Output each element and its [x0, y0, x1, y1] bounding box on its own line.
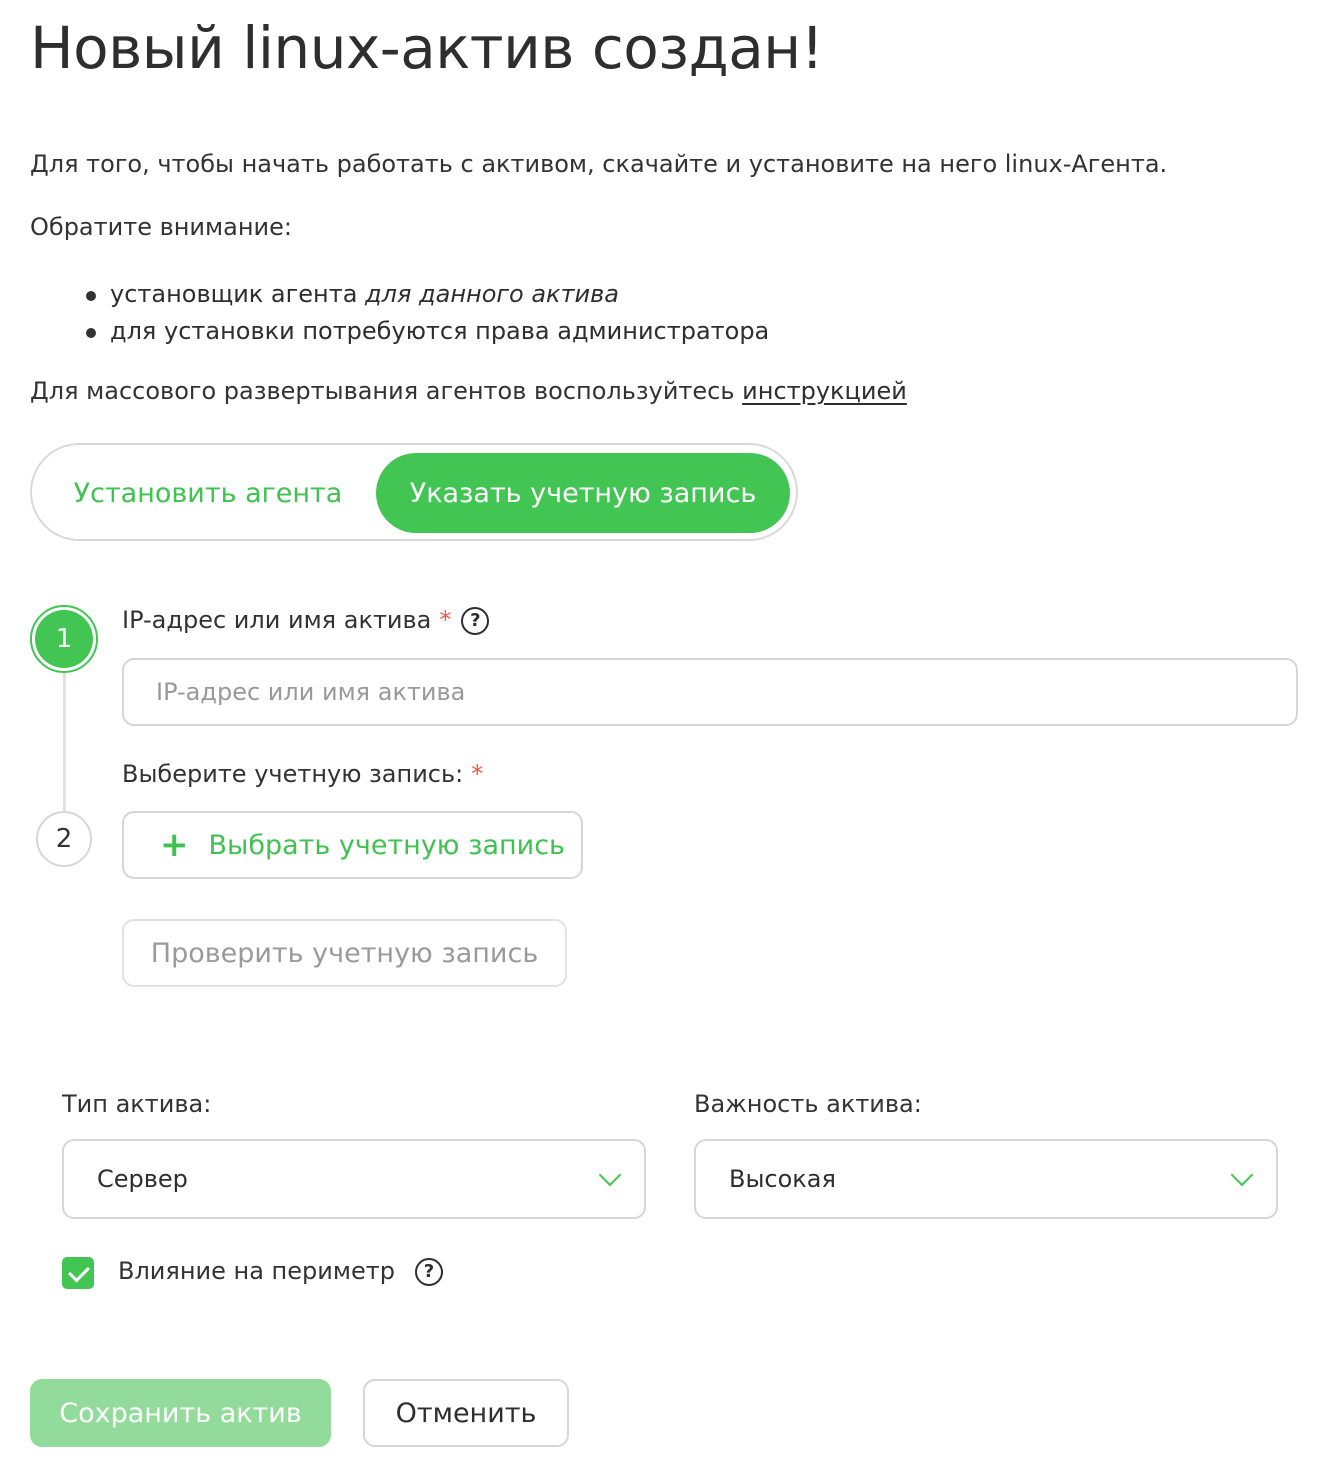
- instruction-link[interactable]: инструкцией: [742, 377, 907, 405]
- page-title: Новый linux-актив создан!: [30, 14, 824, 82]
- save-asset-button[interactable]: Сохранить актив: [30, 1379, 331, 1447]
- step-1-indicator: 1: [35, 610, 93, 668]
- perimeter-checkbox[interactable]: [62, 1257, 94, 1289]
- mode-toggle: [30, 443, 798, 541]
- tab-specify-account[interactable]: Указать учетную запись: [376, 453, 790, 533]
- list-item: для установки потребуются права администратора: [84, 313, 769, 350]
- notes-list: [84, 276, 769, 350]
- ip-address-input[interactable]: [122, 658, 1298, 726]
- help-icon[interactable]: ?: [415, 1258, 443, 1286]
- chevron-down-icon: [599, 1164, 622, 1187]
- asset-type-value: Сервер: [97, 1165, 188, 1193]
- cancel-button[interactable]: Отменить: [363, 1379, 569, 1447]
- required-asterisk: *: [439, 606, 452, 634]
- asset-type-select[interactable]: [62, 1139, 646, 1219]
- emphasis-text: для данного актива: [365, 280, 619, 308]
- help-icon[interactable]: ?: [461, 607, 489, 635]
- chevron-down-icon: [1231, 1164, 1254, 1187]
- asset-importance-value: Высокая: [729, 1165, 836, 1193]
- asset-type-label: Тип актива:: [62, 1090, 212, 1118]
- step-connector: [63, 672, 66, 812]
- required-asterisk: *: [471, 760, 484, 788]
- asset-importance-label: Важность актива:: [694, 1090, 922, 1118]
- intro-text: Для того, чтобы начать работать с активом, скачайте и установите на него linux-Агента.: [30, 150, 1168, 178]
- mass-deploy-text: Для массового развертывания агентов воспользуйтесь инструкцией: [30, 377, 907, 405]
- choose-account-button[interactable]: + Выбрать учетную запись: [122, 811, 583, 879]
- ip-field-label: IP-адрес или имя актива * ?: [122, 606, 489, 635]
- perimeter-label: Влияние на периметр ?: [118, 1257, 443, 1286]
- check-account-button[interactable]: Проверить учетную запись: [122, 919, 567, 987]
- note-heading: Обратите внимание:: [30, 213, 292, 241]
- tab-install-agent[interactable]: Установить агента: [73, 477, 343, 509]
- asset-importance-select[interactable]: [694, 1139, 1278, 1219]
- step-2-indicator: 2: [36, 811, 92, 867]
- plus-icon: +: [160, 825, 189, 865]
- list-item: установщик агента для данного актива: [84, 276, 769, 313]
- account-field-label: Выберите учетную запись: *: [122, 760, 484, 788]
